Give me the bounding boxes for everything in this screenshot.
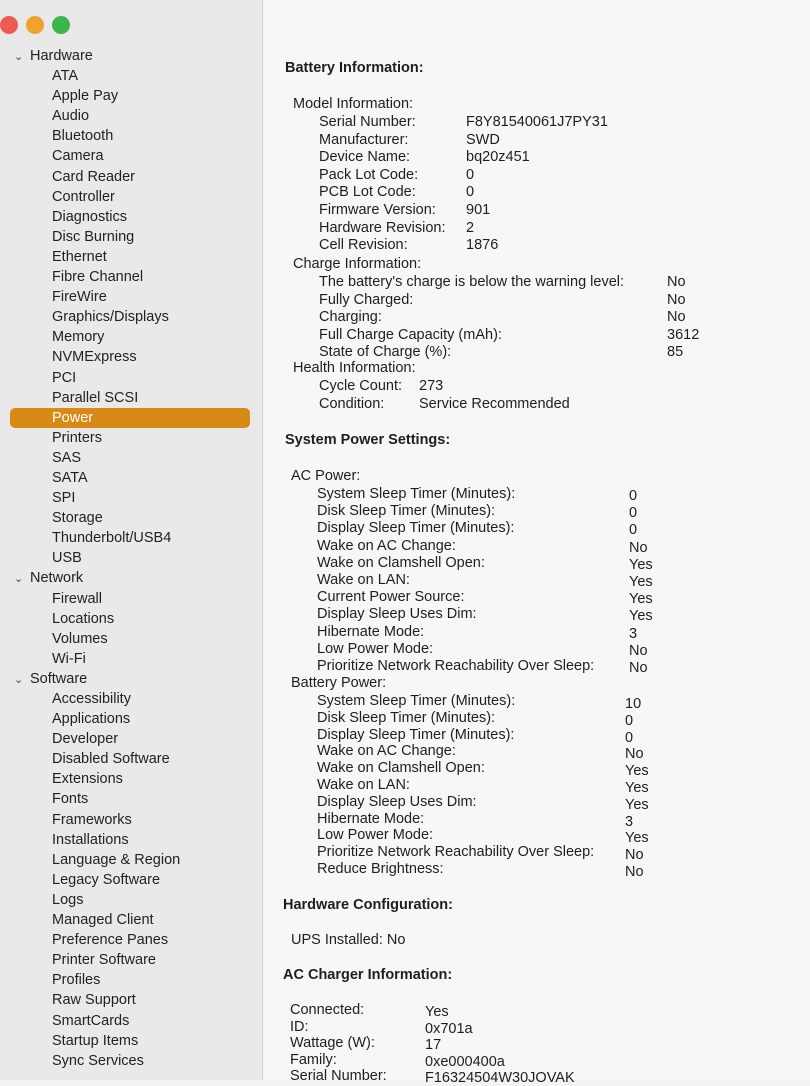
property-label: Serial Number: (319, 114, 416, 130)
sidebar-item-firewire[interactable] (0, 287, 262, 307)
window-controls (0, 16, 70, 34)
property-label: Prioritize Network Reachability Over Sleep: (317, 658, 595, 674)
property-label: Manufacturer: (319, 131, 409, 148)
sidebar-item-frameworks[interactable] (0, 810, 262, 830)
property-label: Serial Number: (290, 1068, 387, 1085)
property-label: Reduce Brightness: (317, 861, 444, 877)
property-value: No (625, 847, 644, 864)
sidebar-item-label: Apple Pay (52, 88, 119, 105)
sidebar-list (0, 46, 262, 1071)
property-value: 273 (419, 378, 444, 394)
sidebar-item-label: Frameworks (52, 811, 132, 828)
property-label: Wake on AC Change: (317, 743, 456, 760)
sidebar-item-startup-items[interactable] (0, 1031, 262, 1051)
sidebar-item-label: SAS (52, 449, 82, 466)
property-label: Firmware Version: (319, 202, 436, 218)
sidebar-item-label: SmartCards (52, 1012, 130, 1029)
sidebar-item-printer-software[interactable] (0, 950, 262, 970)
property-label: Wake on LAN: (317, 572, 410, 588)
sidebar-item-label: Raw Support (52, 992, 136, 1009)
property-label: Disk Sleep Timer (Minutes): (317, 503, 496, 520)
sidebar-item-label: Logs (52, 891, 84, 908)
property-value: No (629, 539, 648, 556)
property-label: Family: (290, 1051, 337, 1068)
sidebar-item-developer[interactable] (0, 729, 262, 749)
section-heading-power: System Power Settings: (285, 432, 451, 448)
property-value: No (629, 642, 648, 659)
sidebar-item-label: Sync Services (52, 1052, 144, 1069)
sidebar-item-card-reader[interactable] (0, 167, 262, 187)
property-value: No (667, 309, 686, 326)
sidebar-item-label: Printer Software (52, 952, 156, 969)
sidebar-item-label: Diagnostics (52, 208, 127, 225)
chevron-down-icon[interactable]: ⌄ (14, 51, 24, 63)
chevron-down-icon[interactable]: ⌄ (14, 673, 24, 686)
property-value: Yes (625, 796, 649, 813)
property-value: 3 (629, 625, 638, 642)
sidebar-item-controller[interactable] (0, 187, 262, 207)
sidebar-item-label: Applications (52, 711, 131, 728)
minimize-button[interactable] (26, 16, 44, 34)
sidebar-item-label: Software (30, 670, 88, 687)
detail-pane (263, 0, 810, 1086)
sidebar-item-label: Disc Burning (52, 228, 135, 245)
sidebar-item-power[interactable] (10, 408, 250, 428)
sidebar-item-diagnostics[interactable] (0, 207, 262, 227)
property-label: Cycle Count: (319, 378, 403, 394)
sidebar-item-label: Fibre Channel (52, 269, 144, 286)
property-label: Fully Charged: (319, 291, 414, 308)
sidebar-item-label: Audio (52, 108, 90, 125)
property-label: Wake on Clamshell Open: (317, 554, 485, 571)
property-label: Hardware Revision: (319, 219, 446, 236)
sidebar-item-sata[interactable] (0, 468, 262, 488)
sidebar-item-ethernet[interactable] (0, 247, 262, 267)
property-label: Device Name: (319, 149, 411, 166)
sidebar-item-managed-client[interactable] (0, 910, 262, 930)
group-label-model: Model Information: (293, 96, 414, 112)
property-value: 0 (466, 184, 475, 201)
property-value: Yes (629, 608, 653, 625)
property-value: 0 (625, 729, 634, 746)
sidebar-item-label: Graphics/Displays (52, 309, 169, 326)
sidebar-item-wi-fi[interactable] (0, 649, 262, 669)
property-value: 0 (629, 522, 638, 539)
sidebar-item-logs[interactable] (0, 890, 262, 910)
sidebar-item-label: Startup Items (52, 1032, 139, 1049)
group-label-ac-power: AC Power: (291, 468, 361, 484)
sidebar-item-label: Fonts (52, 791, 89, 808)
property-value: 85 (667, 344, 684, 361)
sidebar-item-audio[interactable] (0, 106, 262, 126)
group-label-health: Health Information: (293, 360, 416, 376)
property-value: No (667, 274, 686, 290)
sidebar-item-fonts[interactable] (0, 789, 262, 809)
property-label: Hibernate Mode: (317, 623, 425, 640)
sidebar-item-label: Language & Region (52, 851, 181, 868)
ups-installed (291, 932, 405, 948)
sidebar-item-label: Legacy Software (52, 871, 161, 888)
property-value: 0 (625, 712, 634, 729)
property-label: Pack Lot Code: (319, 166, 419, 183)
property-label: Low Power Mode: (317, 640, 434, 657)
sidebar-item-label: Thunderbolt/USB4 (52, 530, 172, 547)
sidebar-item-label: SATA (52, 469, 88, 486)
sidebar-item-label: Preference Panes (52, 932, 169, 949)
property-label: Display Sleep Timer (Minutes): (317, 726, 515, 743)
sidebar-item-thunderbolt-usb4[interactable] (0, 528, 262, 548)
property-value: 0 (629, 488, 638, 504)
sidebar-item-label: Power (52, 409, 94, 426)
property-label: System Sleep Timer (Minutes): (317, 486, 516, 502)
sidebar-item-fibre-channel[interactable] (0, 267, 262, 287)
sidebar-item-label: Accessibility (52, 691, 131, 707)
property-label: Display Sleep Timer (Minutes): (317, 520, 515, 537)
property-value: 0x701a (425, 1020, 473, 1037)
sidebar-item-installations[interactable] (0, 830, 262, 850)
sidebar-item-label: Printers (52, 429, 102, 446)
section-heading-hardware: Hardware Configuration: (283, 897, 453, 913)
property-value: F8Y81540061J7PY31 (466, 114, 608, 130)
sidebar-item-label: Camera (52, 148, 104, 165)
sidebar-item-label: Volumes (52, 630, 108, 647)
property-label: ID: (290, 1018, 309, 1035)
sidebar-item-label: Developer (52, 731, 119, 748)
property-value: bq20z451 (466, 149, 530, 166)
sidebar-item-label: Managed Client (52, 912, 154, 929)
sidebar-item-label: Extensions (52, 771, 123, 788)
property-value: 0 (466, 166, 475, 183)
sidebar-item-label: NVMExpress (52, 349, 137, 366)
property-value: 0 (629, 505, 638, 522)
property-label: Current Power Source: (317, 589, 465, 606)
property-label: UPS Installed: (291, 932, 383, 948)
property-value: 2 (466, 219, 475, 236)
sidebar-item-apple-pay[interactable] (0, 86, 262, 106)
sidebar-item-disc-burning[interactable] (0, 227, 262, 247)
sidebar-item-label: Installations (52, 831, 129, 848)
property-label: Disk Sleep Timer (Minutes): (317, 709, 496, 726)
property-value: 1876 (466, 237, 499, 254)
sidebar-item-locations[interactable] (0, 609, 262, 629)
sidebar-item-bluetooth[interactable] (0, 126, 262, 146)
property-label: Prioritize Network Reachability Over Sleep: (317, 844, 595, 861)
property-value: Yes (625, 763, 649, 780)
sidebar-item-label: PCI (52, 369, 77, 386)
property-label: Charging: (319, 309, 382, 326)
property-label: State of Charge (%): (319, 344, 452, 361)
property-value: 0xe000400a (425, 1053, 505, 1070)
sidebar-item-label: USB (52, 550, 82, 567)
sidebar-item-sync-services[interactable] (0, 1051, 262, 1071)
property-value: Service Recommended (419, 396, 570, 412)
property-label: Wake on AC Change: (317, 537, 456, 554)
section-heading-ac-charger: AC Charger Information: (283, 967, 453, 983)
property-value: Yes (425, 1004, 449, 1020)
sidebar-item-spi[interactable] (0, 488, 262, 508)
sidebar-section-hardware[interactable] (0, 46, 262, 66)
chevron-down-icon[interactable]: ⌄ (14, 573, 24, 586)
sidebar-item-label: Locations (52, 610, 115, 627)
close-button[interactable] (0, 16, 18, 34)
sidebar-item-smartcards[interactable] (0, 1011, 262, 1031)
property-value: No (382, 932, 406, 948)
property-value: No (625, 864, 644, 880)
sidebar-item-language-region[interactable] (0, 850, 262, 870)
sidebar-item-label: Card Reader (52, 168, 136, 185)
property-label: Hibernate Mode: (317, 810, 425, 827)
sidebar-item-volumes[interactable] (0, 629, 262, 649)
sidebar-item-label: Storage (52, 510, 103, 527)
sidebar-item-nvmexpress[interactable] (0, 347, 262, 367)
sidebar-item-label: Ethernet (52, 248, 107, 265)
sidebar-item-label: Network (30, 570, 84, 587)
sidebar-item-firewall[interactable] (0, 589, 262, 609)
sidebar-item-storage[interactable] (0, 508, 262, 528)
sidebar-item-label: SPI (52, 490, 76, 507)
property-label: System Sleep Timer (Minutes): (317, 693, 516, 709)
property-value: Yes (629, 591, 653, 608)
sidebar-item-usb[interactable] (0, 548, 262, 568)
property-label: Display Sleep Uses Dim: (317, 793, 477, 810)
property-value: 10 (625, 696, 642, 712)
property-value: 3612 (667, 326, 700, 343)
sidebar-item-extensions[interactable] (0, 769, 262, 789)
property-value: Yes (629, 574, 653, 590)
property-value: Yes (629, 556, 653, 573)
sidebar-item-legacy-software[interactable] (0, 870, 262, 890)
property-value: No (667, 291, 686, 308)
property-label: Connected: (290, 1002, 365, 1018)
sidebar-item-label: Hardware (30, 48, 93, 64)
zoom-button[interactable] (52, 16, 70, 34)
sidebar-item-label: Controller (52, 188, 115, 205)
sidebar-item-label: FireWire (52, 289, 107, 306)
sidebar-item-printers[interactable] (0, 428, 262, 448)
sidebar-item-label: Bluetooth (52, 128, 114, 145)
property-value: 3 (625, 813, 634, 830)
property-label: Full Charge Capacity (mAh): (319, 326, 502, 343)
property-value: 901 (466, 202, 491, 218)
sidebar-item-raw-support[interactable] (0, 990, 262, 1010)
sidebar-item-label: Wi-Fi (52, 650, 86, 667)
sidebar-section-network[interactable] (0, 568, 262, 588)
sidebar-item-disabled-software[interactable] (0, 749, 262, 769)
property-label: The battery's charge is below the warning level: (319, 274, 625, 290)
group-label-battery-power: Battery Power: (291, 675, 387, 691)
section-heading-battery: Battery Information: (285, 60, 424, 76)
sidebar-item-profiles[interactable] (0, 970, 262, 990)
sidebar-item-graphics-displays[interactable] (0, 307, 262, 327)
sidebar-item-memory[interactable] (0, 327, 262, 347)
property-value: 17 (425, 1037, 442, 1054)
sidebar-item-accessibility[interactable] (0, 689, 262, 709)
group-label-charge: Charge Information: (293, 256, 422, 272)
sidebar-item-pci[interactable] (0, 368, 262, 388)
sidebar-item-ata[interactable] (0, 66, 262, 86)
property-label: Wake on LAN: (317, 777, 410, 793)
property-label: PCB Lot Code: (319, 184, 416, 201)
sidebar-item-sas[interactable] (0, 448, 262, 468)
property-label: Wattage (W): (290, 1035, 375, 1052)
property-label: Display Sleep Uses Dim: (317, 606, 477, 623)
sidebar-item-applications[interactable] (0, 709, 262, 729)
property-value: No (625, 746, 644, 763)
sidebar (0, 0, 263, 1080)
sidebar-item-label: Memory (52, 329, 105, 346)
property-label: Condition: (319, 396, 385, 412)
property-label: Low Power Mode: (317, 827, 434, 844)
sidebar-item-label: Disabled Software (52, 751, 170, 768)
property-value: SWD (466, 131, 500, 148)
sidebar-item-camera[interactable] (0, 146, 262, 166)
property-value: F16324504W30JOVAK (425, 1070, 575, 1086)
property-value: Yes (625, 830, 649, 847)
sidebar-section-software[interactable] (0, 669, 262, 689)
sidebar-item-label: ATA (52, 68, 79, 85)
property-value: Yes (625, 780, 649, 796)
sidebar-item-label: Parallel SCSI (52, 389, 139, 406)
sidebar-item-label: Profiles (52, 972, 101, 989)
sidebar-item-parallel-scsi[interactable] (0, 388, 262, 408)
property-value: No (629, 660, 648, 676)
sidebar-item-preference-panes[interactable] (0, 930, 262, 950)
sidebar-item-label: Firewall (52, 590, 102, 607)
property-label: Wake on Clamshell Open: (317, 760, 485, 777)
property-label: Cell Revision: (319, 237, 408, 254)
